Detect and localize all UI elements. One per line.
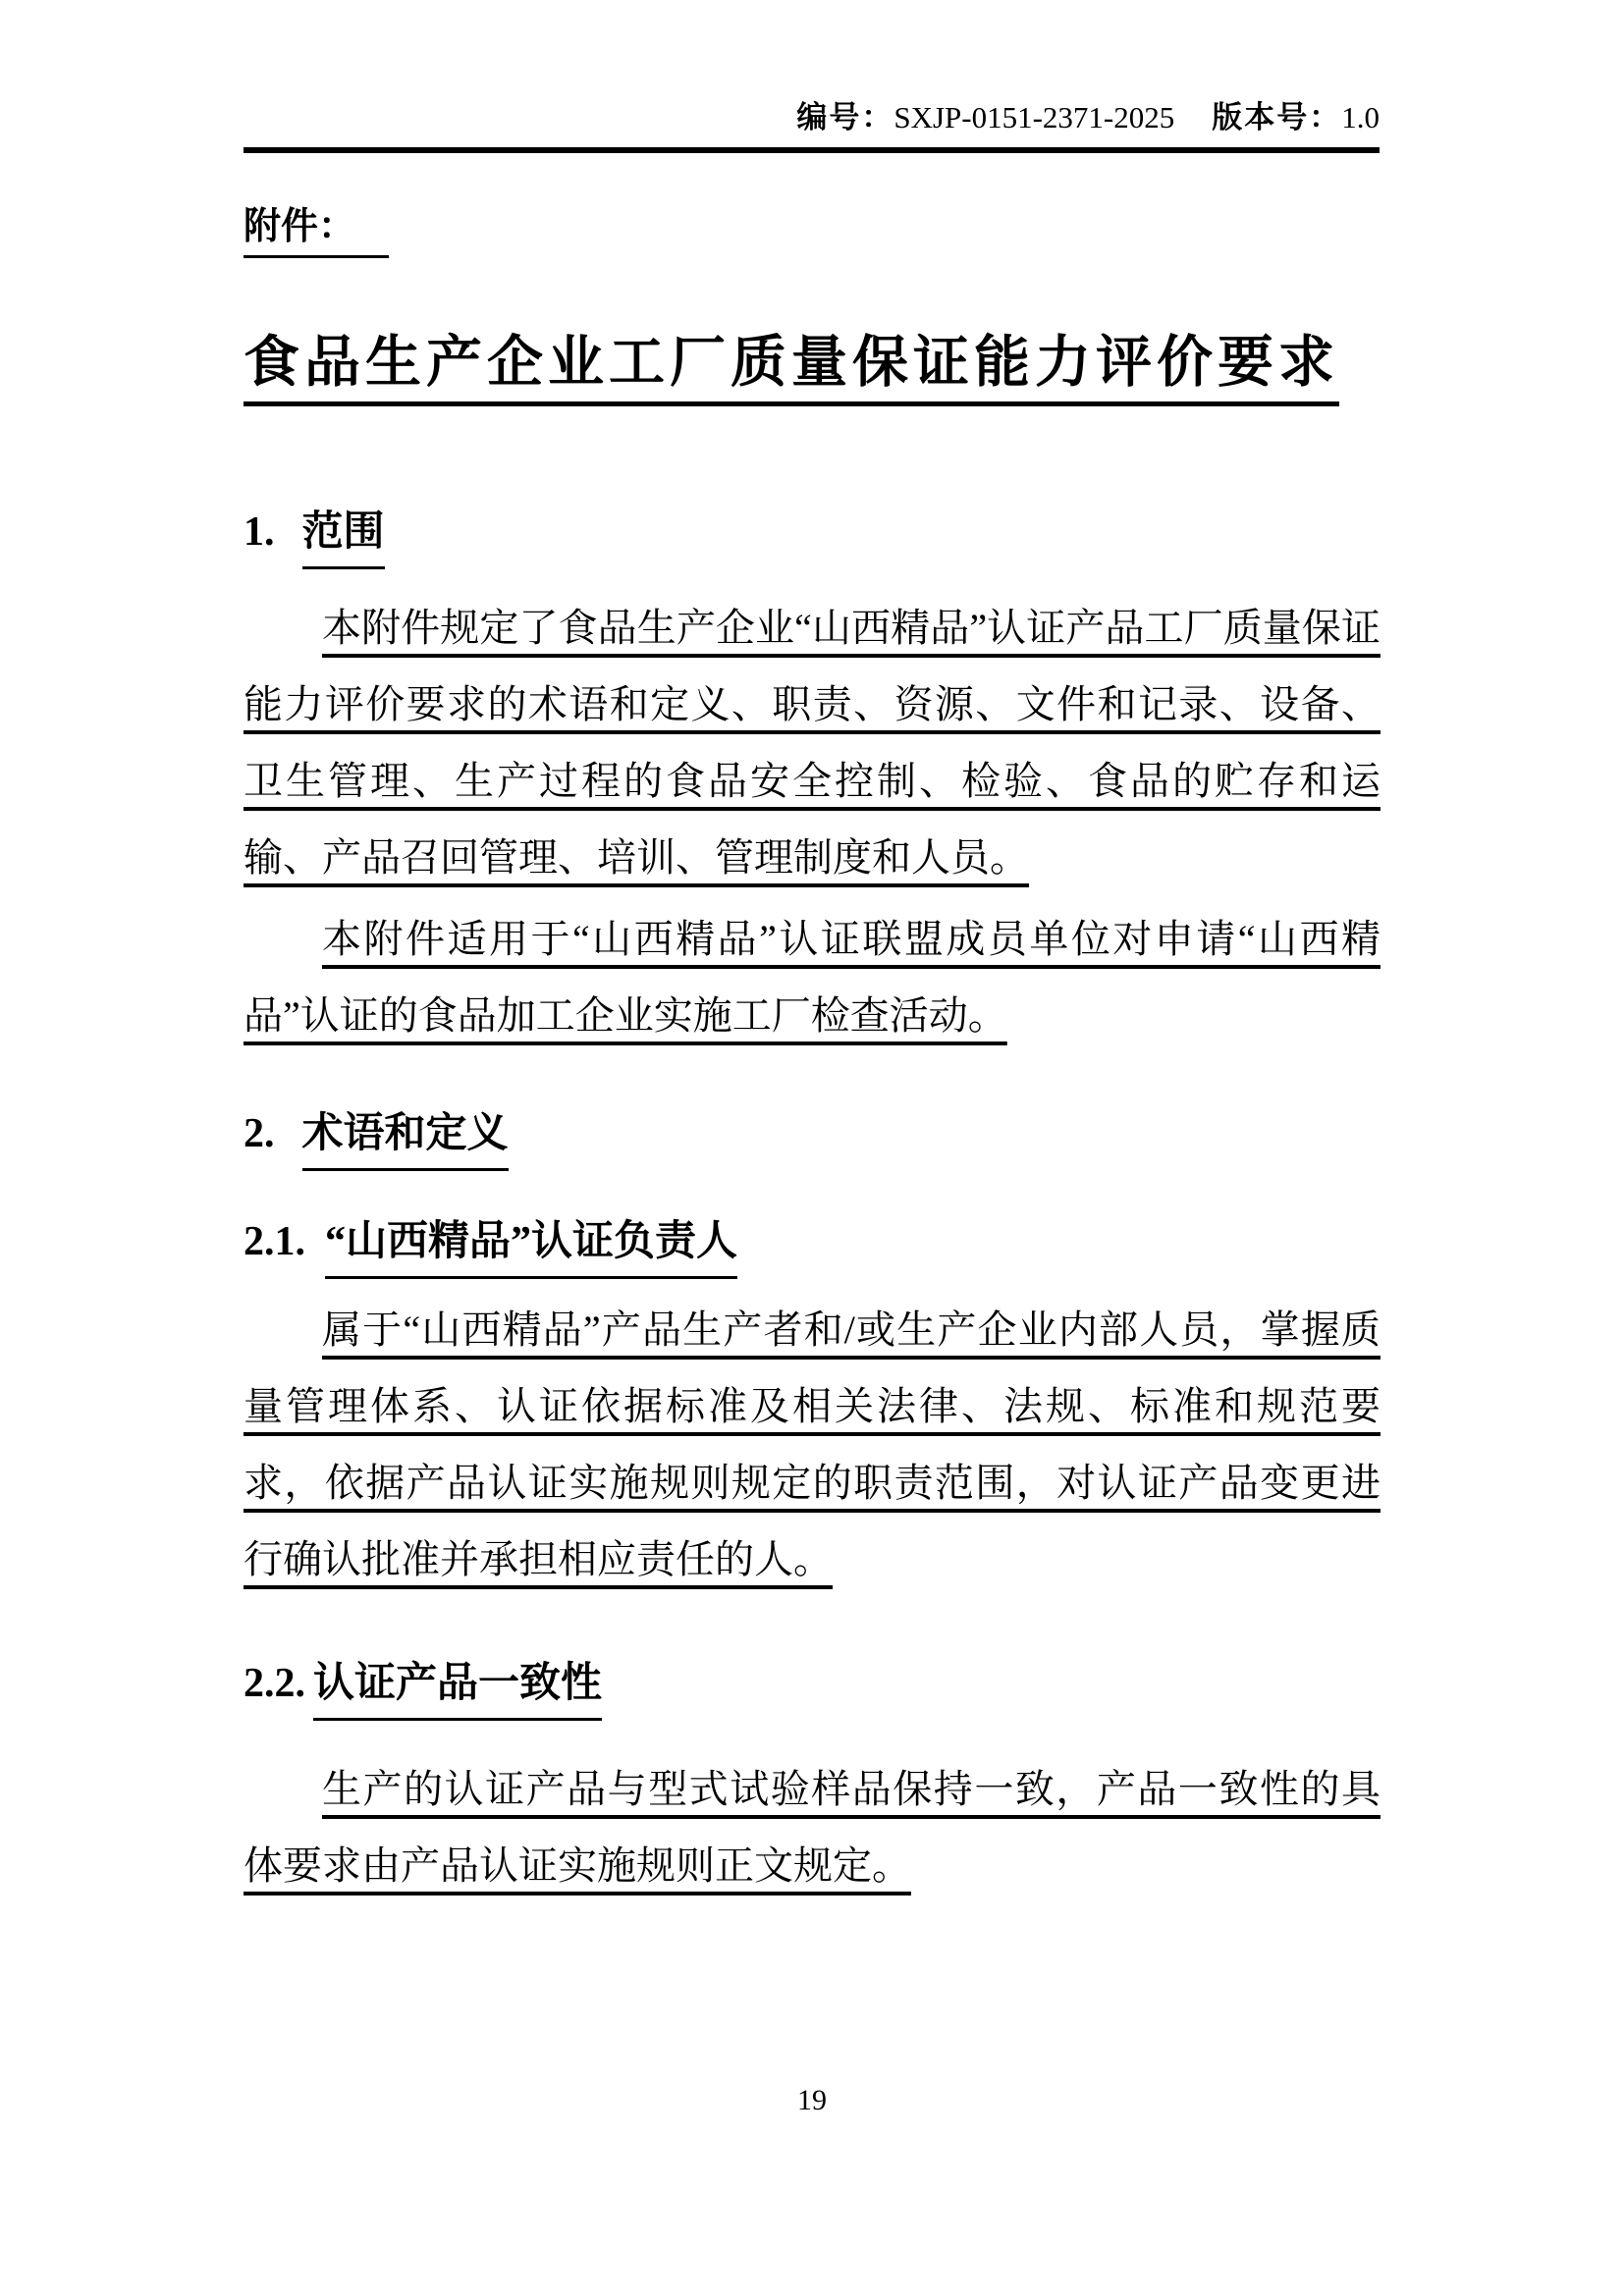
section-2-1-number: 2.1. bbox=[244, 1219, 305, 1264]
page-header bbox=[796, 98, 1380, 137]
section-1-number: 1. bbox=[244, 509, 275, 555]
section-1-heading bbox=[244, 503, 1382, 569]
doc-code-label: 编号： bbox=[796, 100, 894, 134]
version-value: 1.0 bbox=[1341, 100, 1380, 134]
section-2-2-heading-text: 认证产品一致性 bbox=[313, 1654, 602, 1721]
attachment-label bbox=[244, 202, 389, 258]
section-1-heading-text: 范围 bbox=[302, 503, 385, 569]
attachment-label-text: 附件： bbox=[244, 202, 389, 258]
document-title bbox=[244, 330, 1380, 406]
section-1-paragraph-1: 本附件规定了食品生产企业“山西精品”认证产品工厂质量保证能力评价要求的术语和定义、职责、资源、文件和记录、设备、卫生管理、生产过程的食品安全控制、检验、食品的贮存和运输、产品召回管理、培训、管理制度和人员。 bbox=[244, 606, 1380, 880]
section-2-number: 2. bbox=[244, 1111, 275, 1156]
section-2-heading bbox=[244, 1104, 1382, 1171]
section-2-2-paragraph: 生产的认证产品与型式试验样品保持一致，产品一致性的具体要求由产品认证实施规则正文规定。 bbox=[244, 1767, 1380, 1888]
section-2-heading-text: 术语和定义 bbox=[302, 1104, 509, 1171]
document-title-text: 食品生产企业工厂质量保证能力评价要求 bbox=[244, 330, 1339, 406]
section-2-2-heading bbox=[244, 1654, 1382, 1721]
section-1-paragraph-2: 本附件适用于“山西精品”认证联盟成员单位对申请“山西精品”认证的食品加工企业实施工厂检查活动。 bbox=[244, 917, 1380, 1038]
page-number: 19 bbox=[797, 2084, 827, 2116]
section-2-1-paragraph: 属于“山西精品”产品生产者和/或生产企业内部人员，掌握质量管理体系、认证依据标准及相关法律、法规、标准和规范要求，依据产品认证实施规则规定的职责范围，对认证产品变更进行确认批准并承担相应责任的人。 bbox=[244, 1308, 1380, 1581]
version-label: 版本号： bbox=[1212, 100, 1342, 134]
section-2-2-number: 2.2. bbox=[244, 1661, 305, 1706]
header-divider-line bbox=[244, 147, 1380, 153]
doc-code-value: SXJP-0151-2371-2025 bbox=[893, 100, 1175, 134]
section-2-1-heading bbox=[244, 1212, 1382, 1279]
section-2-1-heading-text: “山西精品”认证负责人 bbox=[325, 1212, 737, 1279]
